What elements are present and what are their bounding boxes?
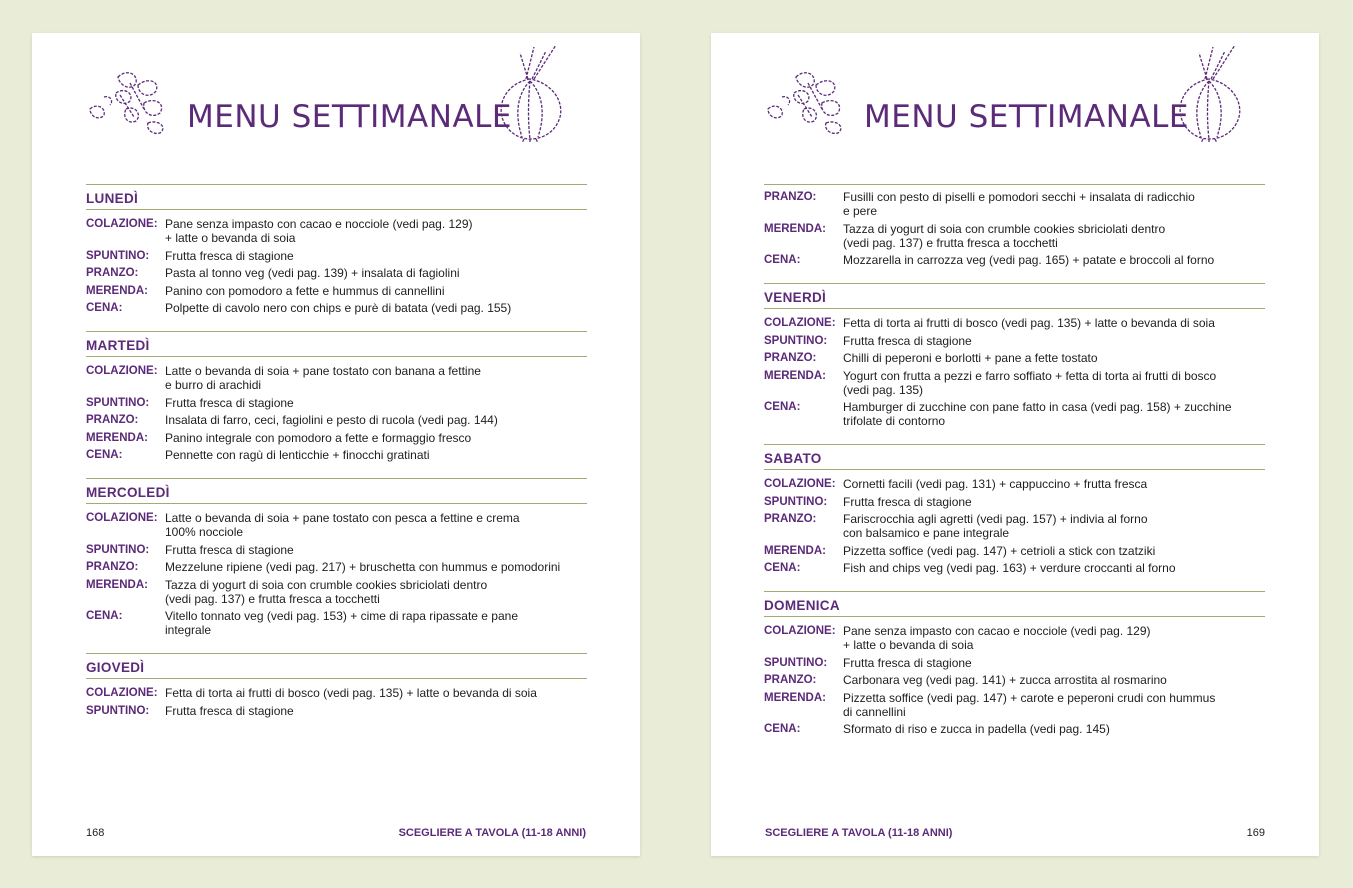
meal-description: Frutta fresca di stagione <box>165 395 294 410</box>
meal-row <box>764 722 1265 736</box>
meal-description: Fariscrocchia agli agretti (vedi pag. 157) + indivia al forno con balsamico e pane integrale <box>843 512 1148 540</box>
meal-row <box>764 691 1265 719</box>
meal-description: Tazza di yogurt di soia con crumble cookies sbriciolati dentro (vedi pag. 137) e frutta fresca a tocchetti <box>165 577 488 606</box>
day-heading: GIOVEDÌ <box>86 653 587 679</box>
meal-label: PRANZO: <box>764 191 817 203</box>
day-section <box>764 444 1265 575</box>
meal-row <box>764 673 1265 687</box>
meal-row <box>764 369 1265 397</box>
meal-description: Pasta al tonno veg (vedi pag. 139) + insalata di fagiolini <box>165 266 460 280</box>
page-title: MENU SETTIMANALE <box>187 99 513 135</box>
meal-description: Carbonara veg (vedi pag. 141) + zucca arrostita al rosmarino <box>843 673 1167 687</box>
meal-description: Vitello tonnato veg (vedi pag. 153) + cime di rapa ripassate e pane integrale <box>165 609 519 637</box>
meal-description: Mozzarella in carrozza veg (vedi pag. 165) + patate e broccoli al forno <box>843 253 1215 267</box>
page-number: 168 <box>86 827 105 839</box>
weekly-menu-left <box>86 184 587 734</box>
meal-description: Frutta fresca di stagione <box>843 333 972 348</box>
meal-description: Pizzetta soffice (vedi pag. 147) + carote e peperoni crudi con hummus di cannellini <box>843 690 1216 719</box>
meal-label: SPUNTINO: <box>764 334 828 347</box>
divider <box>764 184 1265 185</box>
meal-label: MERENDA: <box>764 691 826 704</box>
meal-label: MERENDA: <box>764 222 826 235</box>
meal-row <box>86 284 587 298</box>
meal-row <box>764 400 1265 428</box>
meal-label: PRANZO: <box>86 414 139 426</box>
meal-row <box>86 609 587 637</box>
day-section <box>86 653 587 718</box>
meal-row <box>86 543 587 557</box>
meal-description: Pizzetta soffice (vedi pag. 147) + cetrioli a stick con tzatziki <box>843 543 1156 558</box>
running-footer-title: SCEGLIERE A TAVOLA (11-18 ANNI) <box>765 827 953 839</box>
weekly-menu-right <box>764 184 1265 752</box>
meal-row <box>764 477 1265 491</box>
meal-description: Latte o bevanda di soia + pane tostato con banana a fettine e burro di arachidi <box>165 364 481 392</box>
meal-label: MERENDA: <box>86 284 148 297</box>
meal-description: Pane senza impasto con cacao e nocciole (vedi pag. 129) + latte o bevanda di soia <box>165 217 473 245</box>
day-heading: VENERDÌ <box>764 283 1265 309</box>
meal-row <box>764 253 1265 267</box>
meal-description: Frutta fresca di stagione <box>165 542 294 557</box>
meal-label: MERENDA: <box>764 369 826 382</box>
day-section <box>86 478 587 637</box>
day-section <box>764 591 1265 736</box>
meal-label: SPUNTINO: <box>86 249 150 262</box>
meal-description: Fish and chips veg (vedi pag. 163) + verdure croccanti al forno <box>843 561 1176 575</box>
meal-description: Yogurt con frutta a pezzi e farro soffiato + fetta di torta ai frutti di bosco (vedi pag. 135) <box>843 368 1217 397</box>
meal-label: MERENDA: <box>764 544 826 557</box>
meal-row <box>764 190 1265 218</box>
day-heading: LUNEDÌ <box>86 184 587 210</box>
day-heading: MERCOLEDÌ <box>86 478 587 504</box>
meal-description: Panino con pomodoro a fette e hummus di cannellini <box>165 283 445 298</box>
meal-description: Tazza di yogurt di soia con crumble cookies sbriciolati dentro (vedi pag. 137) e frutta fresca a tocchetti <box>843 221 1166 250</box>
left-page <box>32 33 640 856</box>
day-heading: DOMENICA <box>764 591 1265 617</box>
meal-row <box>764 222 1265 250</box>
meal-label: CENA: <box>764 254 801 266</box>
meal-description: Frutta fresca di stagione <box>843 655 972 670</box>
meal-row <box>764 624 1265 652</box>
meal-label: CENA: <box>764 401 801 413</box>
meal-row <box>764 656 1265 670</box>
meal-label: COLAZIONE: <box>86 365 158 377</box>
meal-row <box>86 217 587 245</box>
meal-description: Panino integrale con pomodoro a fette e formaggio fresco <box>165 430 472 445</box>
meal-row <box>86 364 587 392</box>
meal-label: COLAZIONE: <box>764 625 836 637</box>
page-number: 169 <box>1246 827 1265 839</box>
meal-label: SPUNTINO: <box>764 656 828 669</box>
meal-row <box>764 561 1265 575</box>
meal-description: Frutta fresca di stagione <box>843 494 972 509</box>
meal-row <box>764 512 1265 540</box>
page-title: MENU SETTIMANALE <box>864 99 1190 135</box>
day-section <box>86 184 587 315</box>
meal-row <box>86 511 587 539</box>
meal-label: COLAZIONE: <box>764 317 836 329</box>
meal-description: Fusilli con pesto di piselli e pomodori secchi + insalata di radicchio e pere <box>843 190 1195 218</box>
meal-description: Latte o bevanda di soia + pane tostato con pesca a fettine e crema 100% nocciole <box>165 511 520 539</box>
meal-description: Sformato di riso e zucca in padella (vedi pag. 145) <box>843 722 1110 736</box>
right-page <box>711 33 1319 856</box>
meal-row <box>764 316 1265 330</box>
meal-row <box>764 544 1265 558</box>
meal-description: Cornetti facili (vedi pag. 131) + cappuccino + frutta fresca <box>843 477 1148 491</box>
meal-label: CENA: <box>86 449 123 461</box>
meal-row <box>86 431 587 445</box>
meal-label: SPUNTINO: <box>86 704 150 717</box>
meal-description: Fetta di torta ai frutti di bosco (vedi pag. 135) + latte o bevanda di soia <box>165 686 537 700</box>
meal-description: Insalata di farro, ceci, fagiolini e pesto di rucola (vedi pag. 144) <box>165 413 498 427</box>
herbs-illustration-icon <box>86 67 182 137</box>
meal-label: SPUNTINO: <box>86 543 150 556</box>
meal-description: Chilli di peperoni e borlotti + pane a fette tostato <box>843 351 1098 365</box>
meal-label: PRANZO: <box>764 352 817 364</box>
meal-label: PRANZO: <box>764 513 817 525</box>
meal-description: Pennette con ragù di lenticchie + finocchi gratinati <box>165 448 430 462</box>
day-section <box>764 283 1265 428</box>
running-footer-title: SCEGLIERE A TAVOLA (11-18 ANNI) <box>398 827 586 839</box>
meal-description: Pane senza impasto con cacao e nocciole (vedi pag. 129) + latte o bevanda di soia <box>843 624 1151 652</box>
meal-label: PRANZO: <box>764 674 817 686</box>
meal-row <box>764 351 1265 365</box>
meal-label: PRANZO: <box>86 561 139 573</box>
meal-label: CENA: <box>86 302 123 314</box>
meal-label: MERENDA: <box>86 431 148 444</box>
meal-row <box>86 560 587 574</box>
meal-label: COLAZIONE: <box>86 512 158 524</box>
meal-description: Frutta fresca di stagione <box>165 248 294 263</box>
meal-row <box>86 686 587 700</box>
meal-label: COLAZIONE: <box>764 478 836 490</box>
meal-row <box>86 448 587 462</box>
meal-label: SPUNTINO: <box>764 495 828 508</box>
day-section <box>86 331 587 462</box>
meal-row <box>86 396 587 410</box>
onion-illustration-icon <box>1173 43 1245 143</box>
meal-row <box>86 301 587 315</box>
meal-description: Mezzelune ripiene (vedi pag. 217) + bruschetta con hummus e pomodorini <box>165 560 561 574</box>
meal-description: Hamburger di zucchine con pane fatto in casa (vedi pag. 158) + zucchine trifolate di contorno <box>843 400 1232 428</box>
meal-label: MERENDA: <box>86 578 148 591</box>
meal-description: Polpette di cavolo nero con chips e purè di batata (vedi pag. 155) <box>165 301 512 315</box>
meal-row <box>86 266 587 280</box>
meal-row <box>86 578 587 606</box>
meal-row <box>764 495 1265 509</box>
meal-description: Fetta di torta ai frutti di bosco (vedi pag. 135) + latte o bevanda di soia <box>843 316 1215 330</box>
meal-label: CENA: <box>764 562 801 574</box>
meal-label: CENA: <box>86 610 123 622</box>
meal-row <box>86 249 587 263</box>
meal-label: SPUNTINO: <box>86 396 150 409</box>
onion-illustration-icon <box>494 43 566 143</box>
meal-label: COLAZIONE: <box>86 218 158 230</box>
meal-description: Frutta fresca di stagione <box>165 703 294 718</box>
meal-row <box>86 704 587 718</box>
meal-row <box>764 334 1265 348</box>
herbs-illustration-icon <box>764 67 860 137</box>
meal-label: PRANZO: <box>86 267 139 279</box>
meal-row <box>86 413 587 427</box>
day-continuation <box>764 184 1265 267</box>
meal-label: CENA: <box>764 723 801 735</box>
day-heading: MARTEDÌ <box>86 331 587 357</box>
meal-label: COLAZIONE: <box>86 687 158 699</box>
day-heading: SABATO <box>764 444 1265 470</box>
